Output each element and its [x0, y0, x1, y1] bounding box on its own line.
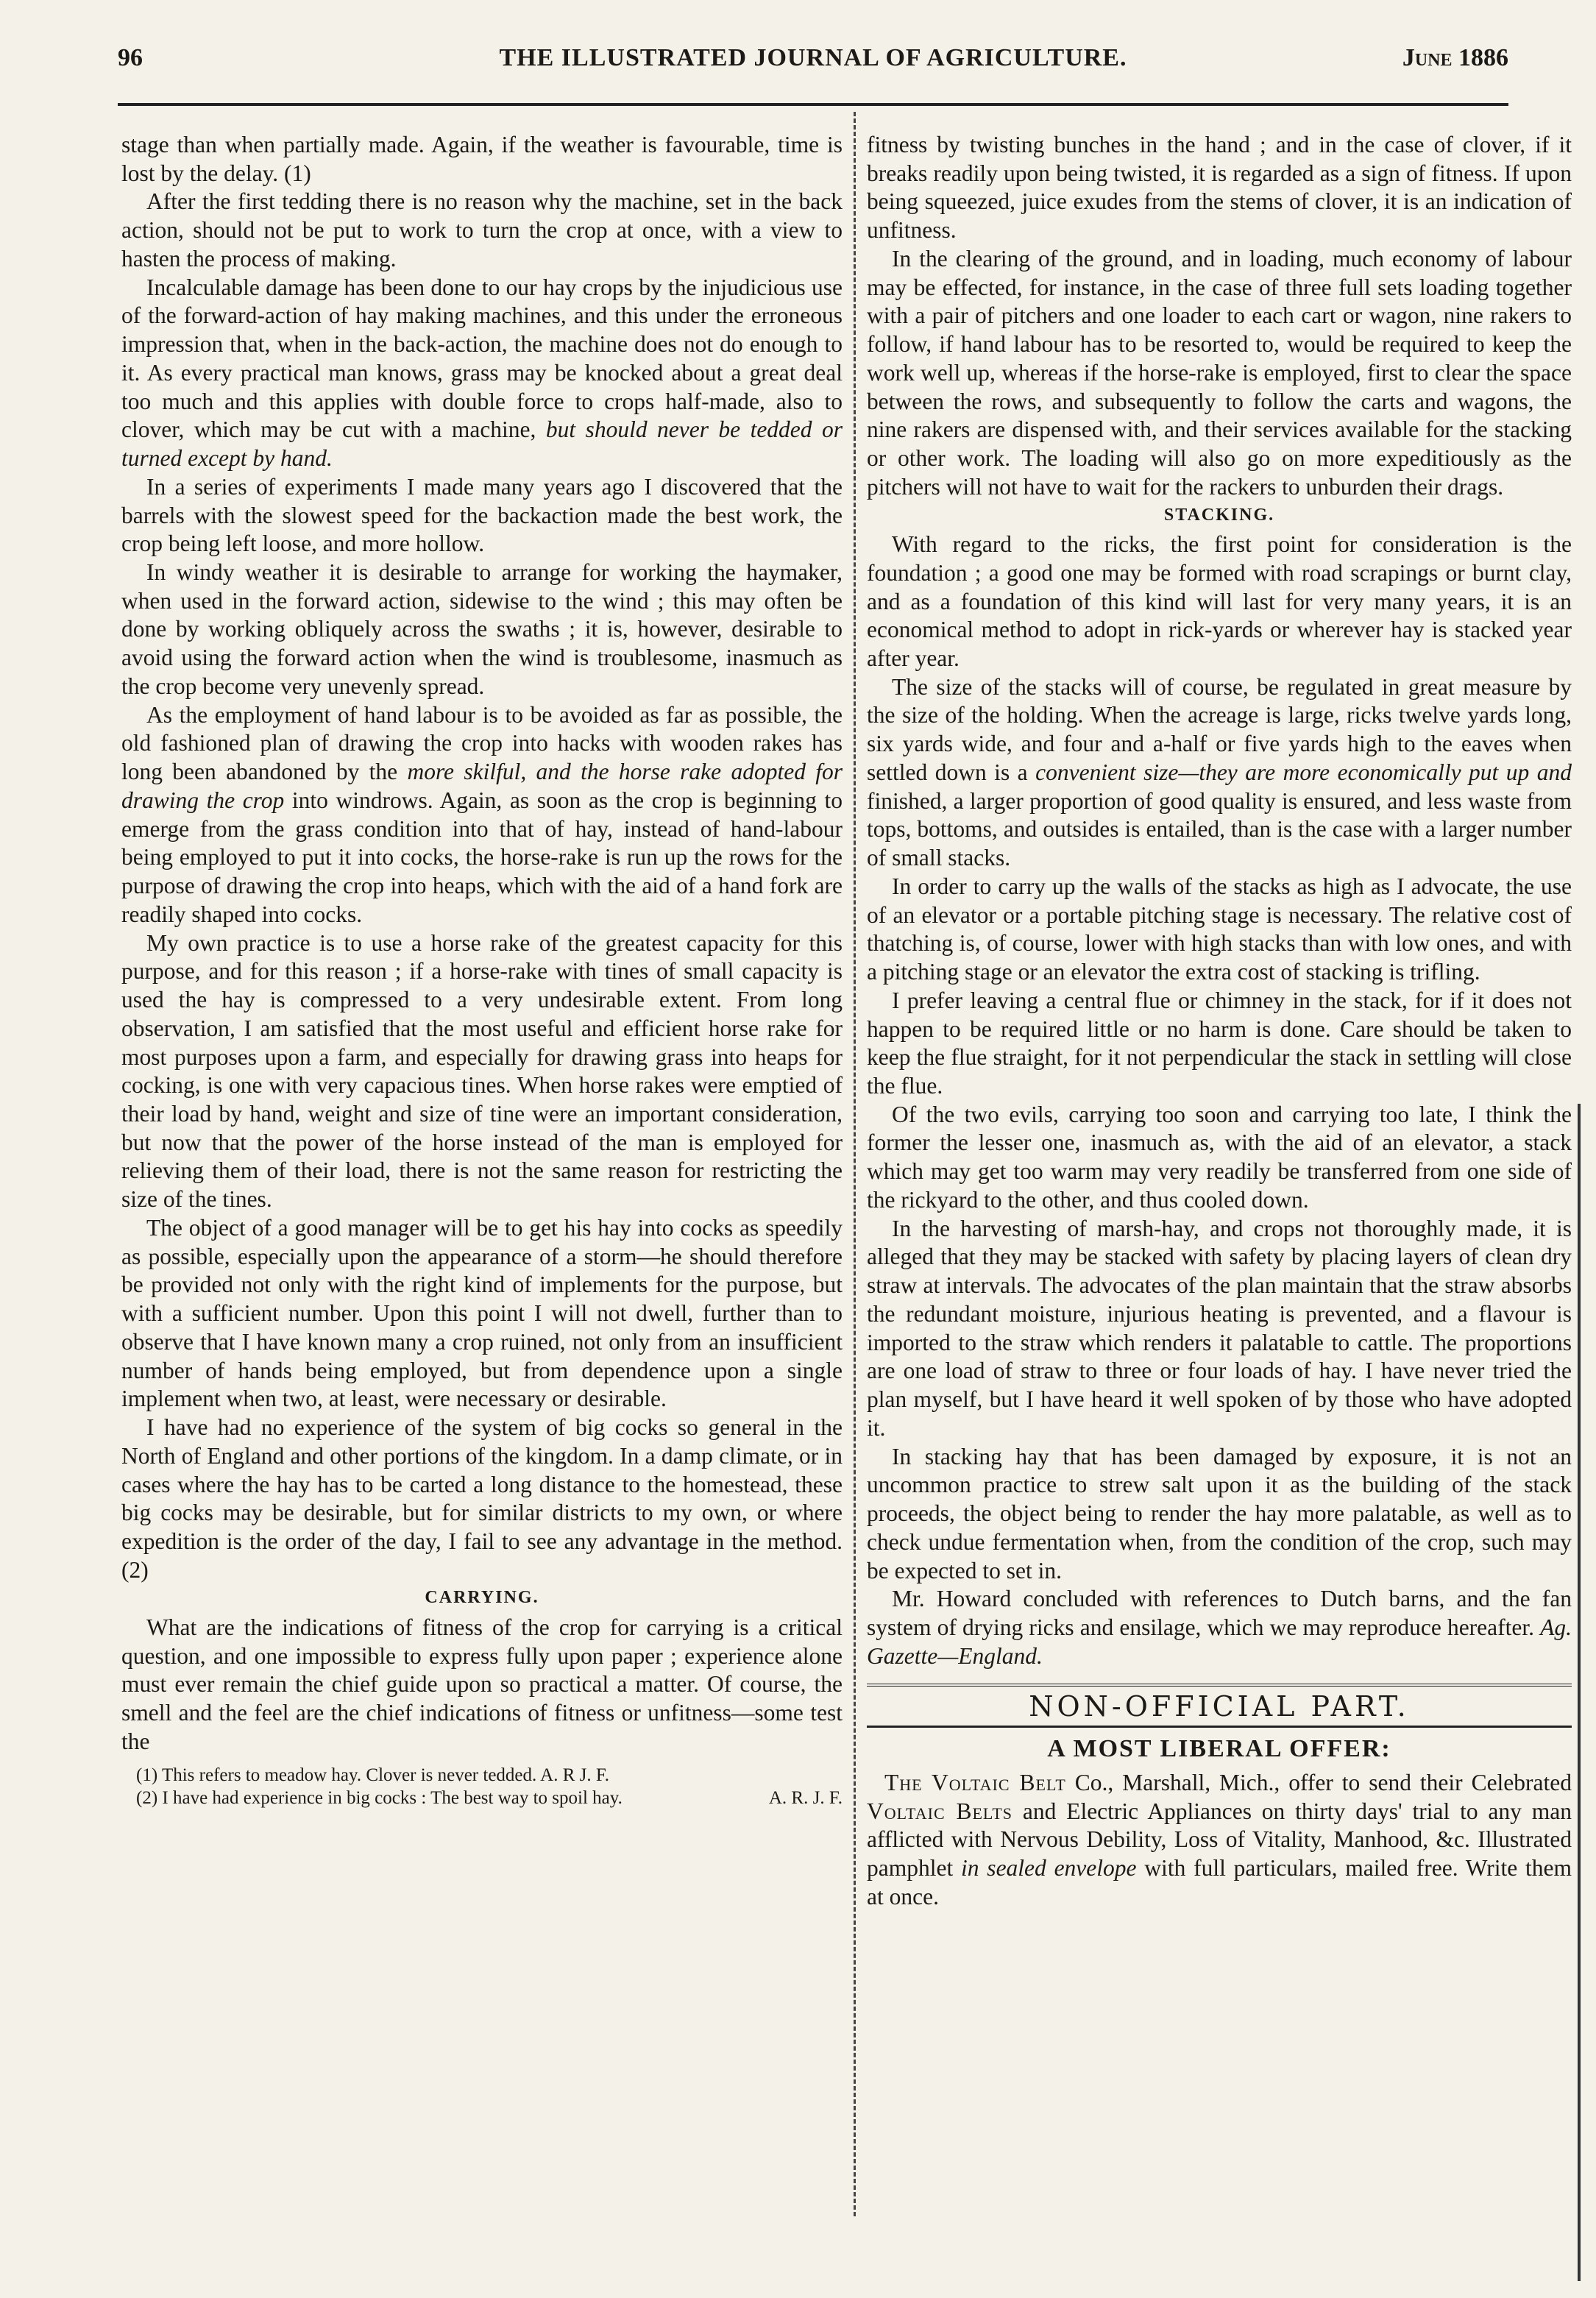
- paragraph: What are the indications of fitness of the crop for carrying is a critical question, and one impossible to express fully upon paper ; experience alone must ever remain the chief guide upon so practical a matter. Of course, the smell and the feel are the chief indications of fitness or unfitness—some test the: [121, 1614, 843, 1754]
- paragraph: My own practice is to use a horse rake of the greatest capacity for this purpose, and for this reason ; if a horse-rake with tines of small capacity is used the hay is compressed to a very undesirable extent. From long observation, I am satisfied that the most useful and efficient horse rake for most purposes upon a farm, and especially for drawing grass into heaps for cocking, is one with very capacious tines. When horse rakes were emptied of their load by hand, weight and size of tine were an important consideration, but now that the power of the horse instead of the man is employed for relieving them of their load, there is not the same reason for restricting the size of the tines.: [121, 929, 843, 1213]
- right-column: [867, 131, 1572, 1912]
- section-heading-carrying: CARRYING.: [425, 1588, 539, 1608]
- footnote-signature: A. R. J. F.: [768, 1787, 843, 1808]
- emphasis-text: more skilful, and the horse rake adopted for drawing the crop: [121, 759, 843, 813]
- section-heading-stacking: STACKING.: [1163, 505, 1275, 525]
- footnote-text: (2) I have had experience in big cocks : The best way to spoil hay.: [136, 1787, 623, 1808]
- ad-company: The Voltaic Belt: [884, 1769, 1066, 1795]
- source-citation: Ag. Gazette—England.: [867, 1614, 1572, 1669]
- section-title-non-official: NON-OFFICIAL PART.: [867, 1684, 1572, 1728]
- page-number: 96: [118, 44, 143, 71]
- emphasis-text: convenient size—they are more economically put up and: [1035, 759, 1572, 785]
- advertisement: [867, 1734, 1572, 1911]
- paragraph-text: Incalculable damage has been done to our hay crops by the injudicious use of the forward-action of hay making machines, and this under the erroneous impression that, when in the back-action, the machine does not do enough to it. As every practical man knows, grass may be knocked about a great deal too much and this applies with double force to crops half-made, also to clover, which may be cut with a machine,: [121, 274, 843, 443]
- paragraph: [867, 1585, 1572, 1670]
- paragraph-text: The size of the stacks will of course, be regulated in great measure by the size of the holding. When the acreage is large, ricks twelve yards long, six yards wide, and four and a-half or five yards high to the eaves when settled down is a: [867, 673, 1572, 785]
- paragraph: In order to carry up the walls of the stacks as high as I advocate, the use of an elevator or a portable pitching stage is necessary. The relative cost of thatching is, of course, lower with high stacks than with low ones, and with a pitching stage or an elevator the extra cost of stacking is trifling.: [867, 873, 1572, 985]
- paragraph: stage than when partially made. Again, if the weather is favourable, time is lost by the delay. (1): [121, 132, 843, 186]
- paragraph: With regard to the ricks, the first point for consideration is the foundation ; a good one may be formed with road scrapings or burnt clay, and as a foundation of this kind will last for very many years, it is an economical method to adopt in rick-yards or wherever hay is stacked year after year.: [867, 531, 1572, 671]
- issue-date: June 1886: [1402, 44, 1508, 71]
- ad-text: Co., Marshall, Mich., offer to send their Celebrated: [1074, 1769, 1572, 1795]
- paragraph-text: As the employment of hand labour is to be avoided as far as possible, the old fashioned plan of drawing the crop into hacks with wooden rakes has long been abandoned by the: [121, 701, 843, 785]
- paragraph: The object of a good manager will be to get his hay into cocks as speedily as possible, especially upon the appearance of a storm—he should therefore be provided not only with the right kind of implements for the purpose, but with a sufficient number. Upon this point I will not dwell, further than to observe that I have known many a crop ruined, not only from an insufficient number of hands being employed, but from dependence upon a single implement when two, at least, were necessary or desirable.: [121, 1214, 843, 1412]
- paragraph: [121, 274, 843, 473]
- paragraph-text: Mr. Howard concluded with references to Dutch barns, and the fan system of drying ricks and ensilage, which we may reproduce hereafter.: [867, 1586, 1572, 1640]
- paragraph: In stacking hay that has been damaged by exposure, it is not an uncommon practice to strew salt upon it as the building of the stack proceeds, the object being to render the hay more palatable, as well as to check undue fermentation when, from the condition of the crop, such may be expected to set in.: [867, 1443, 1572, 1584]
- ad-paragraph: [867, 1769, 1572, 1912]
- journal-title: THE ILLUSTRATED JOURNAL OF AGRICULTURE.: [499, 44, 1127, 71]
- footnote: (1) This refers to meadow hay. Clover is never tedded. A. R J. F.: [136, 1765, 610, 1785]
- paragraph: [121, 701, 843, 929]
- paragraph-text: into windrows. Again, as soon as the crop is beginning to emerge from the grass condition into that of hay, instead of hand-labour being employed to put it into cocks, the horse-rake is run up the rows for the purpose of drawing the crop into heaps, which with the aid of a hand fork are readily shaped into cocks.: [121, 787, 843, 927]
- paragraph-text: finished, a larger proportion of good quality is ensured, and less waste from tops, bottoms, and outsides is entailed, than is the case with a larger number of small stacks.: [867, 787, 1572, 871]
- ad-text: and Electric Appliances on thirty days' trial to any man afflicted with Nervous Debility, Loss of Vitality, Manhood, &c. Illustrated pamphlet: [867, 1798, 1572, 1882]
- page-header: [118, 38, 1508, 82]
- paragraph: Of the two evils, carrying too soon and carrying too late, I think the former the lesser one, inasmuch as, with the aid of an elevator, a stack which may get too warm may very readily be transferred from one side of the rickyard to the other, and thus cooled down.: [867, 1101, 1572, 1213]
- header-rule: [118, 103, 1508, 106]
- paragraph: In the clearing of the ground, and in loading, much economy of labour may be effected, for instance, in the case of three full sets loading together with a pair of pitchers and one loader to each cart or wagon, nine rakers to follow, if hand labour has to be resorted to, would be required to keep the work well up, whereas if the horse-rake is employed, first to clear the space between the rows, and subsequently to follow the carts and wagons, the nine rakers are dispensed with, and their services available for the stacking or other work. The loading will also go on more expeditiously as the pitchers will not have to wait for the rackers to unburden their drags.: [867, 245, 1572, 500]
- ad-emphasis: in sealed envelope: [961, 1855, 1137, 1882]
- paragraph: [867, 673, 1572, 873]
- footnotes: [121, 1764, 843, 1810]
- ad-text: with full particulars, mailed free. Write them at once.: [867, 1855, 1572, 1909]
- paragraph: I have had no experience of the system of big cocks so general in the North of England and other portions of the kingdom. In a damp climate, or in cases where the hay has to be carted a long distance to the homestead, these big cocks may be desirable, but for similar districts to my own, or where expedition is the order of the day, I fail to see any advantage in the method. (2): [121, 1414, 843, 1583]
- paragraph: After the first tedding there is no reason why the machine, set in the back action, should not be put to work to turn the crop at once, with a view to hasten the process of making.: [121, 188, 843, 272]
- column-divider: [854, 112, 856, 2216]
- ad-product: Voltaic Belts: [867, 1798, 1013, 1824]
- page-edge-line: [1578, 1104, 1581, 2281]
- paragraph: fitness by twisting bunches in the hand ; and in the case of clover, if it breaks readily upon being twisted, it is regarded as a sign of fitness. If upon being squeezed, juice exudes from the stems of clover, it is an indication of unfitness.: [867, 132, 1572, 244]
- left-column: [121, 131, 843, 1809]
- ad-heading: A MOST LIBERAL OFFER:: [1047, 1735, 1391, 1763]
- paragraph: In a series of experiments I made many years ago I discovered that the barrels with the slowest speed for the backaction made the best work, the crop being left loose, and more hollow.: [121, 473, 843, 557]
- paragraph: In the harvesting of marsh-hay, and crops not thoroughly made, it is alleged that they may be stacked with safety by placing layers of clean dry straw at intervals. The advocates of the plan maintain that the straw absorbs the redundant moisture, injurious heating is prevented, and a flavour is imported to the straw which renders it palatable to cattle. The proportions are one load of straw to three or four loads of hay. I have never tried the plan myself, but I have heard it well spoken of by those who have adopted it.: [867, 1215, 1572, 1441]
- emphasis-text: but should never be tedded or turned except by hand.: [121, 416, 843, 472]
- footnote: [136, 1787, 843, 1809]
- paragraph: In windy weather it is desirable to arrange for working the haymaker, when used in the forward action, sidewise to the wind ; this may often be done by working obliquely across the swaths ; it is, however, desirable to avoid using the forward action when the wind is troublesome, inasmuch as the crop become very unevenly spread.: [121, 559, 843, 699]
- paragraph: I prefer leaving a central flue or chimney in the stack, for if it does not happen to be required little or no harm is done. Care should be taken to keep the flue straight, for it not perpendicular the stack in settling will close the flue.: [867, 987, 1572, 1099]
